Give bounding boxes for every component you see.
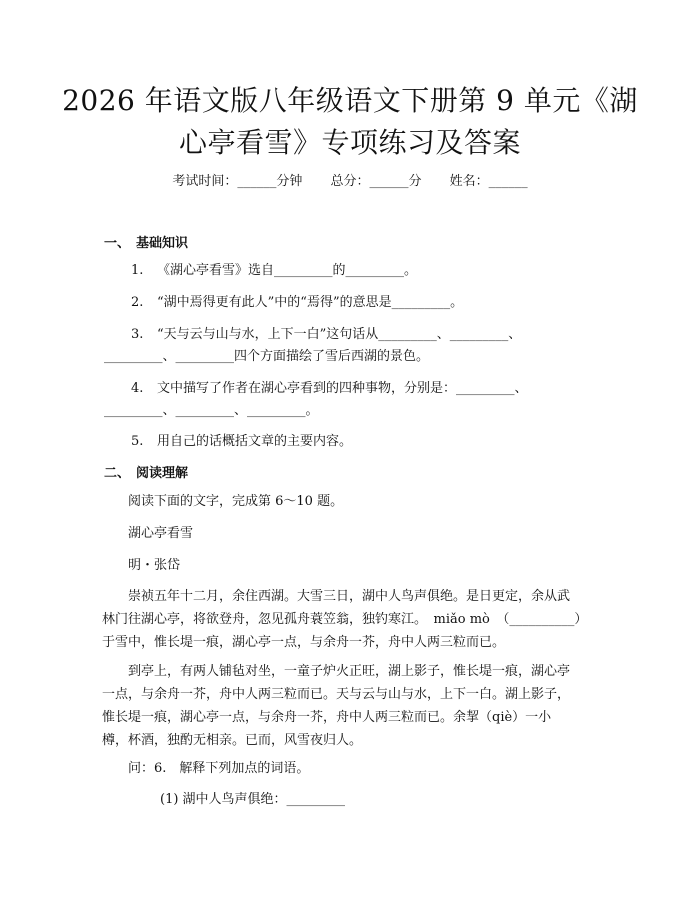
document-title xyxy=(60,80,640,164)
reading-intro: 阅读下面的文字，完成第 6～10 题。 xyxy=(128,494,344,509)
question-1: 1. 《湖心亭看雪》选自_________的_________。 xyxy=(131,263,418,278)
section-heading-reading: 二、 阅读理解 xyxy=(104,466,189,481)
section-heading-basic: 一、 基础知识 xyxy=(104,236,189,251)
total-score: 总分：______分 xyxy=(330,174,422,189)
question-3-continued: _________、_________四个方面描绘了雪后西湖的景色。 xyxy=(104,349,430,364)
question-2: 2. “湖中焉得更有此人”中的“焉得”的意思是_________。 xyxy=(131,295,464,310)
title-line-2: 心亭看雪》专项练习及答案 xyxy=(178,126,521,159)
question-6-sub-1: (1) 湖中人鸟声俱绝：_________ xyxy=(160,792,346,807)
question-6-intro: 问：6. 解释下列加点的词语。 xyxy=(128,761,310,776)
article-author: 明・张岱 xyxy=(128,558,181,573)
article-paragraph-2: 到亭上，有两人铺毡对坐，一童子炉火正旺，湖上影子，惟长堤一痕，湖心亭 一点，与余舟一芥，舟中人两三粒而已。天与云与山与水，上下一白。湖上影子， 惟长堤一痕，湖心亭一点，与余舟一芥，舟中人两三粒而已。余挈（qiè）一小 樽，杯酒，独酌无相亲。已而，风雪夜归人。 xyxy=(102,664,571,748)
article-title: 湖心亭看雪 xyxy=(128,526,194,541)
exam-time: 考试时间：______分钟 xyxy=(172,174,303,189)
question-3: 3. “天与云与山与水，上下一白”这句话从_________、_________、 xyxy=(131,327,522,342)
question-5: 5. 用自己的话概括文章的主要内容。 xyxy=(131,434,353,449)
title-line-1: 2026 年语文版八年级语文下册第 9 单元《湖 xyxy=(62,84,638,117)
student-name: 姓名：______ xyxy=(449,174,528,189)
article-paragraph-1: 崇祯五年十二月，余住西湖。大雪三日，湖中人鸟声俱绝。是日更定，余从武 林门往湖心亭，将欲登舟，忽见孤舟蓑笠翁，独钓寒江。 miǎo mò （__________） 于雪中，惟长堤一痕，湖心亭一点，与余舟一芥，舟中人两三粒而已。 xyxy=(102,589,588,650)
exam-info xyxy=(0,170,700,189)
question-4-continued: _________、_________、_________。 xyxy=(104,403,319,418)
question-4: 4. 文中描写了作者在湖心亭看到的四种事物，分别是：_________、 xyxy=(131,381,528,396)
